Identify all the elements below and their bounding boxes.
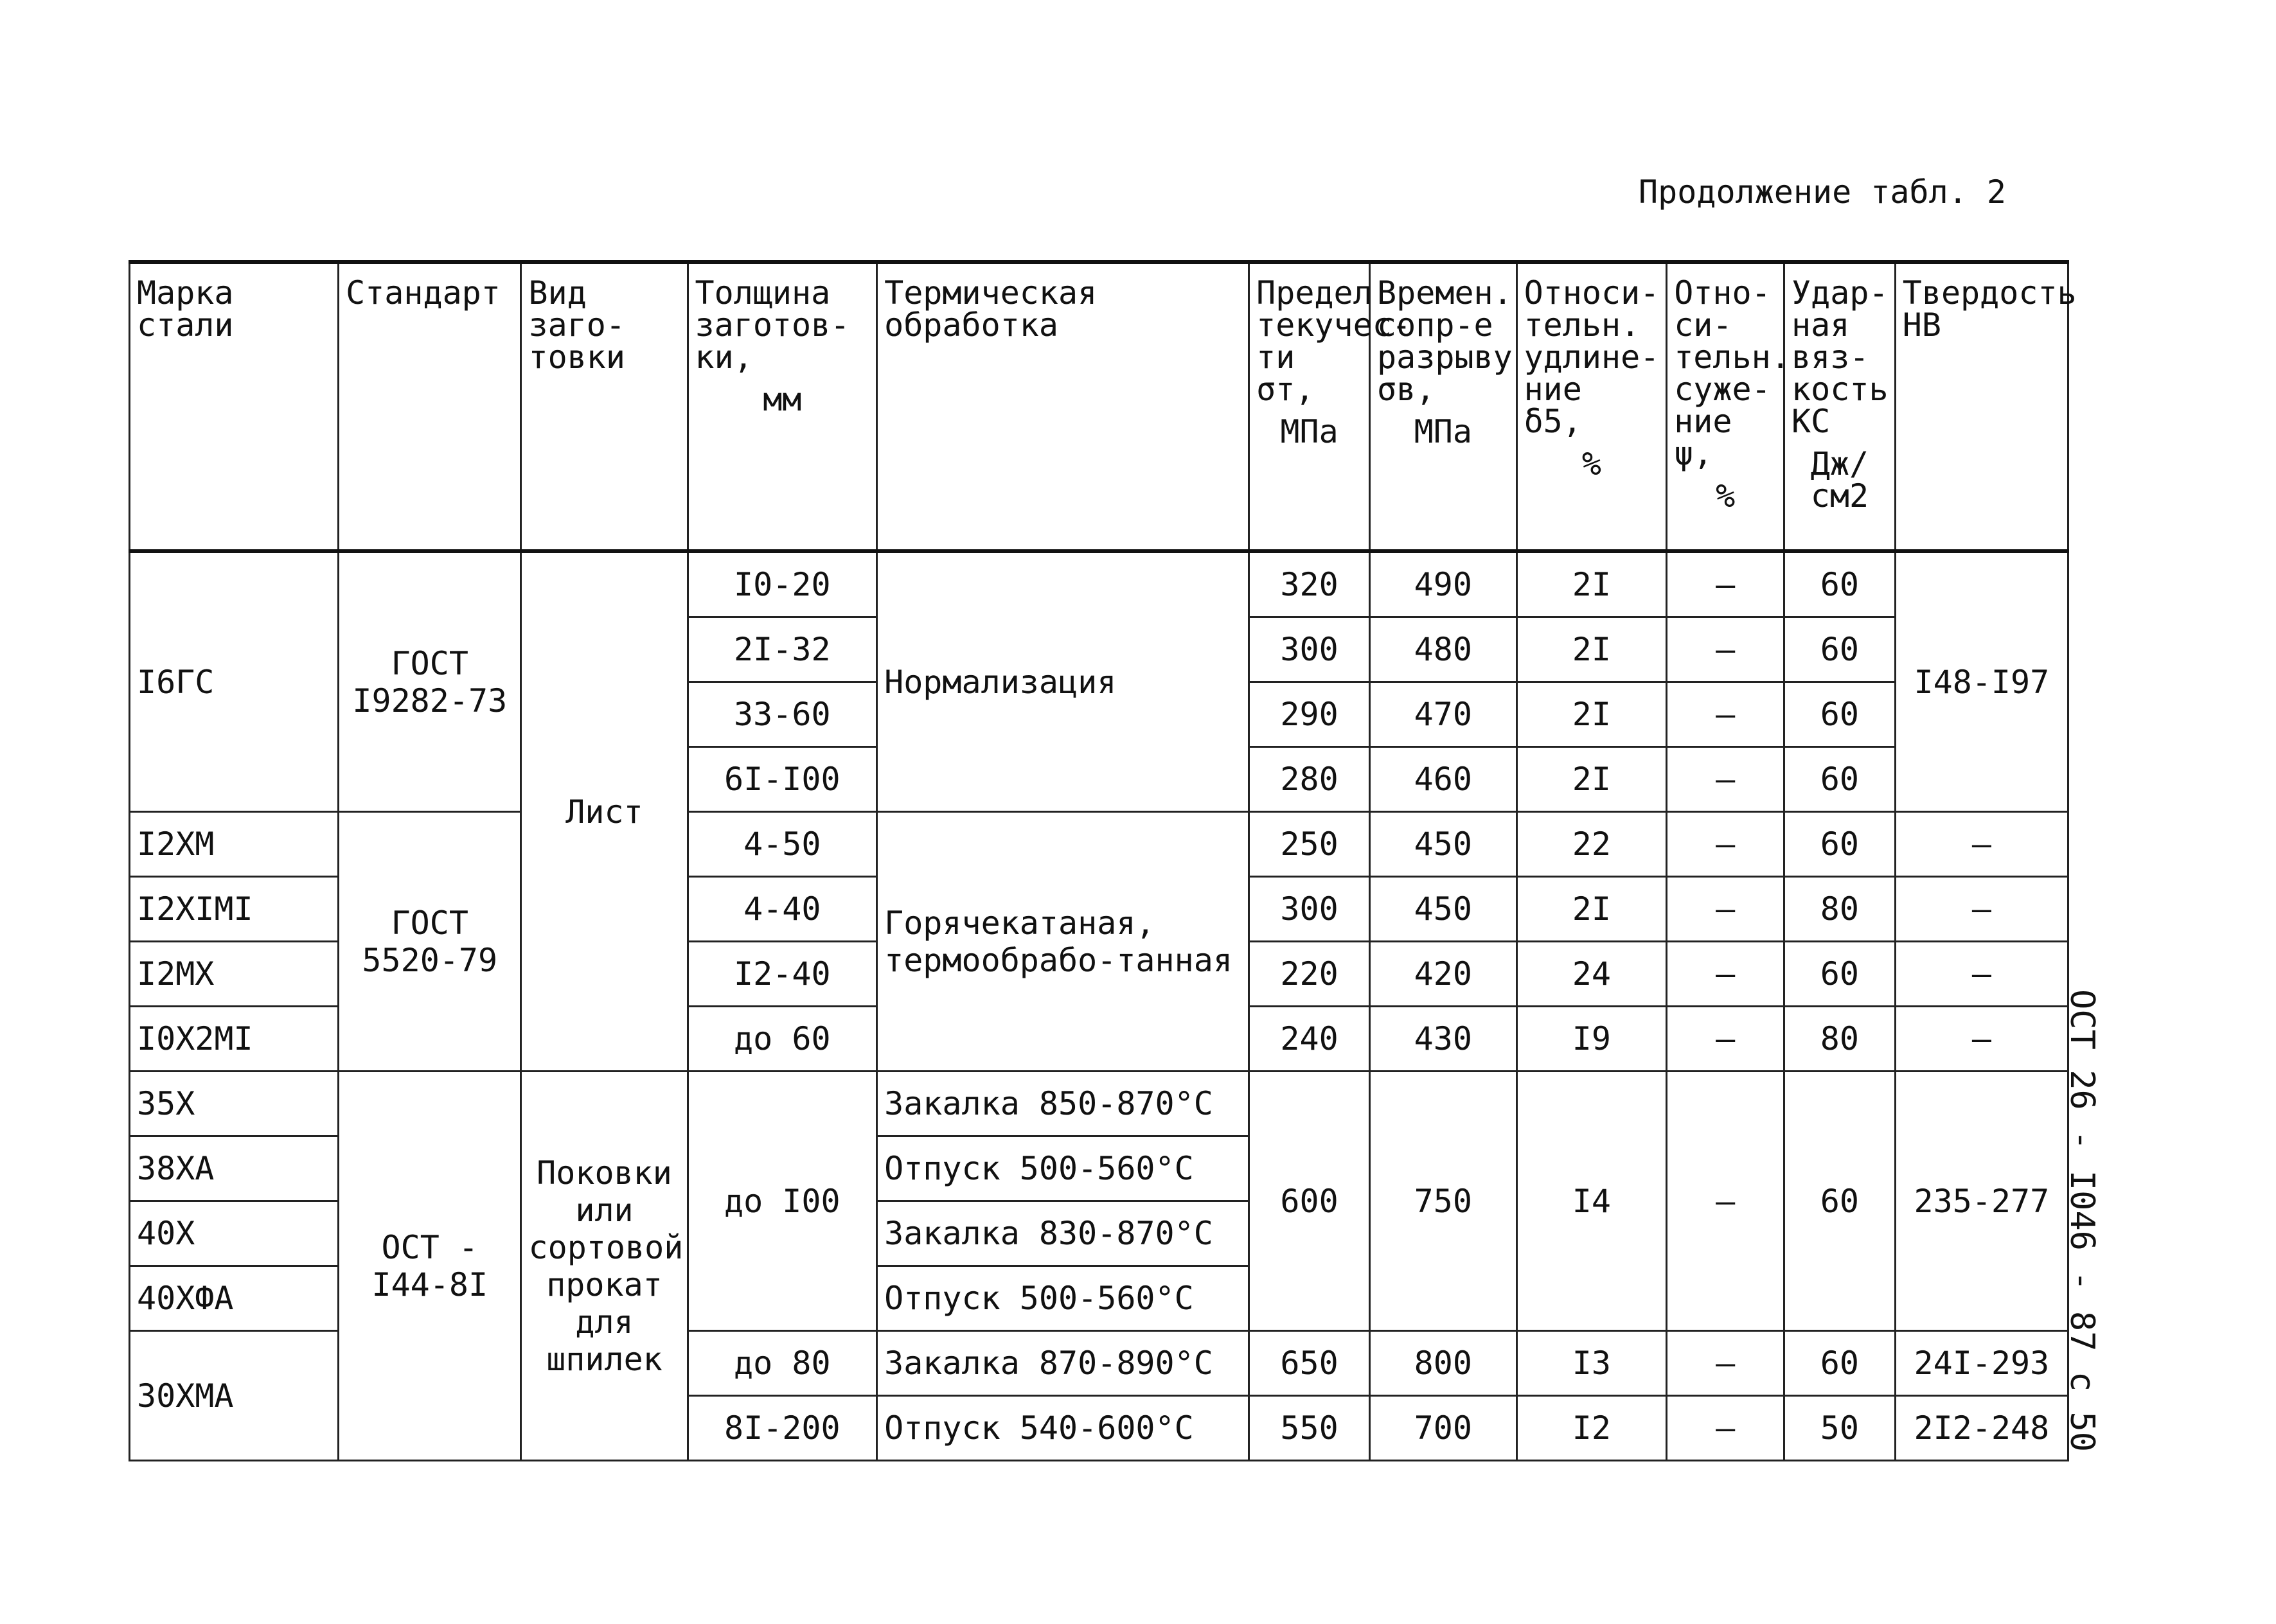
cell-tensile: 450 bbox=[1370, 877, 1517, 942]
header-tensile-label: Времен. сопр-е разрыву σв, bbox=[1377, 274, 1513, 408]
header-tensile-unit: МПа bbox=[1414, 413, 1472, 450]
cell-thickness: до I00 bbox=[688, 1072, 877, 1331]
header-thickness-unit: мм bbox=[763, 381, 802, 418]
cell-yield: 650 bbox=[1249, 1331, 1370, 1396]
cell-elong: 2I bbox=[1516, 551, 1667, 617]
cell-elong: 2I bbox=[1516, 682, 1667, 747]
cell-hardness: 2I2-248 bbox=[1895, 1396, 2068, 1461]
cell-yield: 550 bbox=[1249, 1396, 1370, 1461]
cell-impact: 60 bbox=[1784, 682, 1896, 747]
cell-thickness: I2-40 bbox=[688, 942, 877, 1007]
cell-elong: I9 bbox=[1516, 1007, 1667, 1072]
cell-reduction: – bbox=[1667, 812, 1784, 877]
cell-impact: 80 bbox=[1784, 877, 1896, 942]
cell-elong: I3 bbox=[1516, 1331, 1667, 1396]
header-impact-label: Удар-ная вяз-кость КС bbox=[1791, 274, 1889, 440]
cell-mark: 40Х bbox=[130, 1201, 339, 1266]
cell-mark: I0Х2МI bbox=[130, 1007, 339, 1072]
cell-elong: I2 bbox=[1516, 1396, 1667, 1461]
header-reduction bbox=[1667, 262, 1790, 551]
cell-heat: Закалка 870-890°С bbox=[877, 1331, 1249, 1396]
header-row bbox=[130, 262, 2068, 551]
cell-yield: 600 bbox=[1249, 1072, 1370, 1331]
cell-mark: I2МХ bbox=[130, 942, 339, 1007]
cell-heat: Отпуск 500-560°С bbox=[877, 1136, 1249, 1201]
cell-yield: 250 bbox=[1249, 812, 1370, 877]
cell-yield: 280 bbox=[1249, 747, 1370, 812]
cell-kind: Поковки или сортовой прокат для шпилек bbox=[521, 1072, 688, 1461]
cell-elong: 2I bbox=[1516, 877, 1667, 942]
cell-thickness: 4-40 bbox=[688, 877, 877, 942]
cell-hardness: – bbox=[1895, 1007, 2068, 1072]
cell-impact: 60 bbox=[1784, 812, 1896, 877]
cell-impact: 60 bbox=[1784, 747, 1896, 812]
cell-impact: 60 bbox=[1784, 942, 1896, 1007]
header-thickness-label: Толщина заготов-ки, bbox=[695, 274, 850, 376]
cell-heat: Закалка 830-870°С bbox=[877, 1201, 1249, 1266]
header-reduction-label: Отно-си-тельн. суже-ние ψ, bbox=[1674, 274, 1790, 472]
cell-tensile: 800 bbox=[1370, 1331, 1517, 1396]
cell-tensile: 750 bbox=[1370, 1072, 1517, 1331]
table-caption: Продолжение табл. 2 bbox=[1639, 173, 2006, 211]
header-elong-unit: % bbox=[1581, 445, 1601, 482]
cell-reduction: – bbox=[1667, 682, 1784, 747]
cell-elong: 2I bbox=[1516, 747, 1667, 812]
cell-impact: 60 bbox=[1784, 1072, 1896, 1331]
cell-yield: 220 bbox=[1249, 942, 1370, 1007]
cell-thickness: до 60 bbox=[688, 1007, 877, 1072]
cell-impact: 80 bbox=[1784, 1007, 1896, 1072]
cell-thickness: 6I-I00 bbox=[688, 747, 877, 812]
table-row bbox=[130, 812, 2068, 877]
cell-tensile: 700 bbox=[1370, 1396, 1517, 1461]
cell-yield: 240 bbox=[1249, 1007, 1370, 1072]
header-hardness: Твердость НВ bbox=[1895, 262, 2068, 551]
cell-reduction: – bbox=[1667, 617, 1784, 682]
cell-hardness: – bbox=[1895, 812, 2068, 877]
cell-thickness: 8I-200 bbox=[688, 1396, 877, 1461]
cell-tensile: 430 bbox=[1370, 1007, 1517, 1072]
cell-hardness: 235-277 bbox=[1895, 1072, 2068, 1331]
cell-thickness: 33-60 bbox=[688, 682, 877, 747]
cell-mark: 35Х bbox=[130, 1072, 339, 1136]
cell-standard: ОСТ -I44-8I bbox=[339, 1072, 521, 1461]
cell-standard: ГОСТ I9282-73 bbox=[339, 551, 521, 812]
cell-kind: Лист bbox=[521, 551, 688, 1072]
cell-reduction: – bbox=[1667, 551, 1784, 617]
header-yield-unit: МПа bbox=[1280, 413, 1338, 450]
cell-elong: I4 bbox=[1516, 1072, 1667, 1331]
header-tensile bbox=[1370, 262, 1517, 551]
table-row bbox=[130, 551, 2068, 617]
header-yield bbox=[1249, 262, 1411, 551]
cell-yield: 290 bbox=[1249, 682, 1370, 747]
cell-reduction: – bbox=[1667, 747, 1784, 812]
cell-heat: Отпуск 500-560°С bbox=[877, 1266, 1249, 1331]
cell-thickness: до 80 bbox=[688, 1331, 877, 1396]
header-impact bbox=[1784, 262, 1896, 551]
header-mark: Марка стали bbox=[130, 262, 339, 551]
cell-mark: 30ХМА bbox=[130, 1331, 339, 1461]
cell-tensile: 490 bbox=[1370, 551, 1517, 617]
cell-hardness: – bbox=[1895, 942, 2068, 1007]
cell-tensile: 470 bbox=[1370, 682, 1517, 747]
cell-thickness: 4-50 bbox=[688, 812, 877, 877]
cell-tensile: 420 bbox=[1370, 942, 1517, 1007]
header-thickness bbox=[688, 262, 877, 551]
cell-elong: 24 bbox=[1516, 942, 1667, 1007]
cell-mark: I6ГС bbox=[130, 551, 339, 812]
header-elong bbox=[1516, 262, 1667, 551]
cell-yield: 320 bbox=[1249, 551, 1370, 617]
cell-tensile: 450 bbox=[1370, 812, 1517, 877]
cell-thickness: 2I-32 bbox=[688, 617, 877, 682]
cell-elong: 22 bbox=[1516, 812, 1667, 877]
cell-standard: ГОСТ 5520-79 bbox=[339, 812, 521, 1072]
cell-tensile: 480 bbox=[1370, 617, 1517, 682]
table-row bbox=[130, 1072, 2068, 1136]
cell-impact: 60 bbox=[1784, 617, 1896, 682]
header-impact-unit: Дж/см2 bbox=[1810, 445, 1869, 515]
document-code: ОСТ 26 - I046 - 87 с 50 bbox=[2063, 989, 2101, 1452]
cell-mark: I2ХМ bbox=[130, 812, 339, 877]
header-standard: Стандарт bbox=[339, 262, 521, 551]
header-reduction-unit: % bbox=[1716, 477, 1736, 515]
cell-impact: 60 bbox=[1784, 551, 1896, 617]
cell-reduction: – bbox=[1667, 942, 1784, 1007]
cell-heat: Нормализация bbox=[877, 551, 1249, 812]
cell-mark: I2ХIМI bbox=[130, 877, 339, 942]
cell-heat: Отпуск 540-600°С bbox=[877, 1396, 1249, 1461]
cell-heat: Закалка 850-870°С bbox=[877, 1072, 1249, 1136]
header-kind: Вид заго-товки bbox=[521, 262, 688, 551]
cell-impact: 50 bbox=[1784, 1396, 1896, 1461]
cell-thickness: I0-20 bbox=[688, 551, 877, 617]
header-elong-label: Относи-тельн. удлине-ние δ5, bbox=[1524, 274, 1660, 440]
cell-hardness: 24I-293 bbox=[1895, 1331, 2068, 1396]
cell-reduction: – bbox=[1667, 1007, 1784, 1072]
steel-properties-table bbox=[129, 260, 2077, 1461]
header-yield-label: Предел текучес-ти σт, bbox=[1256, 274, 1411, 408]
cell-heat: Горячекатаная, термообрабо-танная bbox=[877, 812, 1249, 1072]
cell-reduction: – bbox=[1667, 877, 1784, 942]
cell-hardness: – bbox=[1895, 877, 2068, 942]
cell-tensile: 460 bbox=[1370, 747, 1517, 812]
header-heat: Термическая обработка bbox=[877, 262, 1249, 551]
cell-reduction: – bbox=[1667, 1072, 1784, 1331]
cell-mark: 40ХФА bbox=[130, 1266, 339, 1331]
cell-reduction: – bbox=[1667, 1396, 1784, 1461]
cell-yield: 300 bbox=[1249, 617, 1370, 682]
cell-hardness: I48-I97 bbox=[1895, 551, 2068, 812]
cell-elong: 2I bbox=[1516, 617, 1667, 682]
cell-mark: 38ХА bbox=[130, 1136, 339, 1201]
cell-impact: 60 bbox=[1784, 1331, 1896, 1396]
cell-reduction: – bbox=[1667, 1331, 1784, 1396]
cell-yield: 300 bbox=[1249, 877, 1370, 942]
